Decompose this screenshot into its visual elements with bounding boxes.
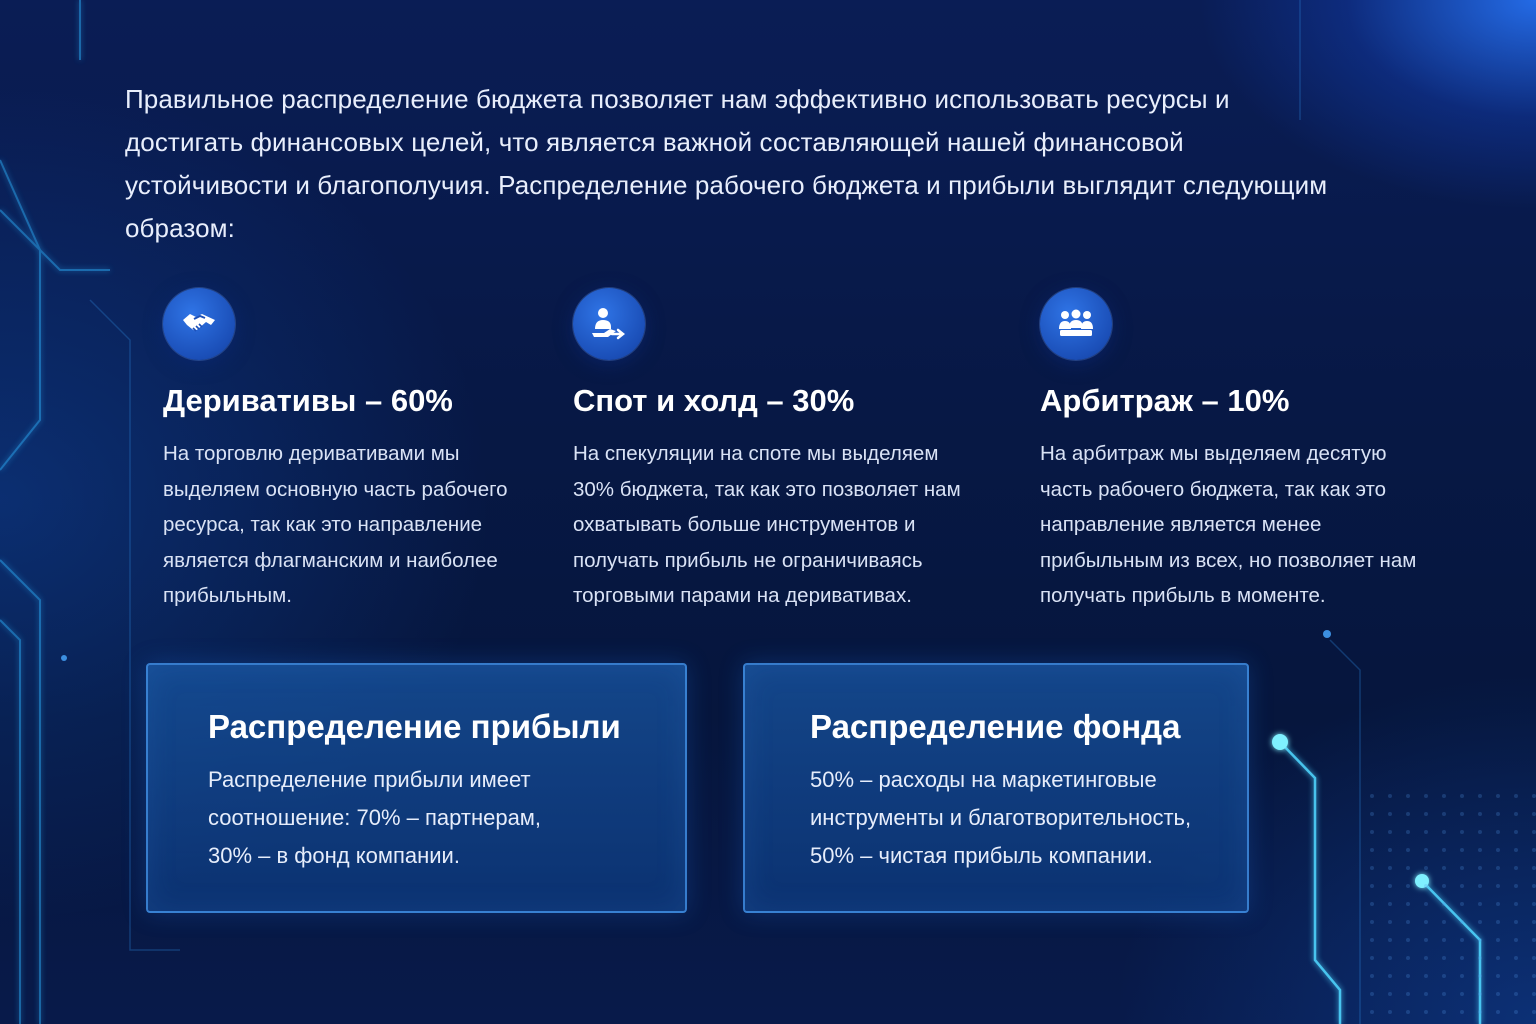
feature-title: Деривативы – 60%: [163, 383, 453, 418]
feature-description: На торговлю деривативами мы выделяем основную часть рабочего ресурса, так как это направление является флагманским и наиболее прибыльным.: [163, 442, 508, 607]
fund-distribution-card: [743, 663, 1249, 913]
feature-arbitrage: [1040, 288, 1430, 614]
card-text: 50% – расходы на маркетинговые инструменты и благотворительность, 50% – чистая прибыль компании.: [810, 767, 1192, 868]
feature-spot-hold: [573, 288, 963, 614]
feature-description: На спекуляции на споте мы выделяем 30% бюджета, так как это позволяет нам охватывать больше инструментов и получать прибыль не ограничиваясь торговыми парами на деривативах.: [573, 442, 961, 607]
card-title: Распределение фонда: [810, 708, 1181, 745]
feature-derivatives: [163, 288, 553, 614]
card-text: Распределение прибыли имеет соотношение: 70% – партнерам, 30% – в фонд компании.: [208, 767, 542, 868]
feature-title: Арбитраж – 10%: [1040, 383, 1290, 418]
team-icon: [1040, 288, 1112, 360]
profit-distribution-card: [146, 663, 687, 913]
handshake-icon: [163, 288, 235, 360]
person-hand-arrow-icon: [573, 288, 645, 360]
feature-title: Спот и холд – 30%: [573, 383, 855, 418]
card-title: Распределение прибыли: [208, 708, 621, 745]
feature-description: На арбитраж мы выделяем десятую часть рабочего бюджета, так как это направление является менее прибыльным из всех, но позволяет нам получать прибыль в моменте.: [1040, 442, 1417, 607]
intro-paragraph: Правильное распределение бюджета позволяет нам эффективно использовать ресурсы и достигать финансовых целей, что является важной составляющей нашей финансовой устойчивости и благополучия. Распределение рабочего бюджета и прибыли выглядит следующим образом:: [125, 84, 1328, 243]
